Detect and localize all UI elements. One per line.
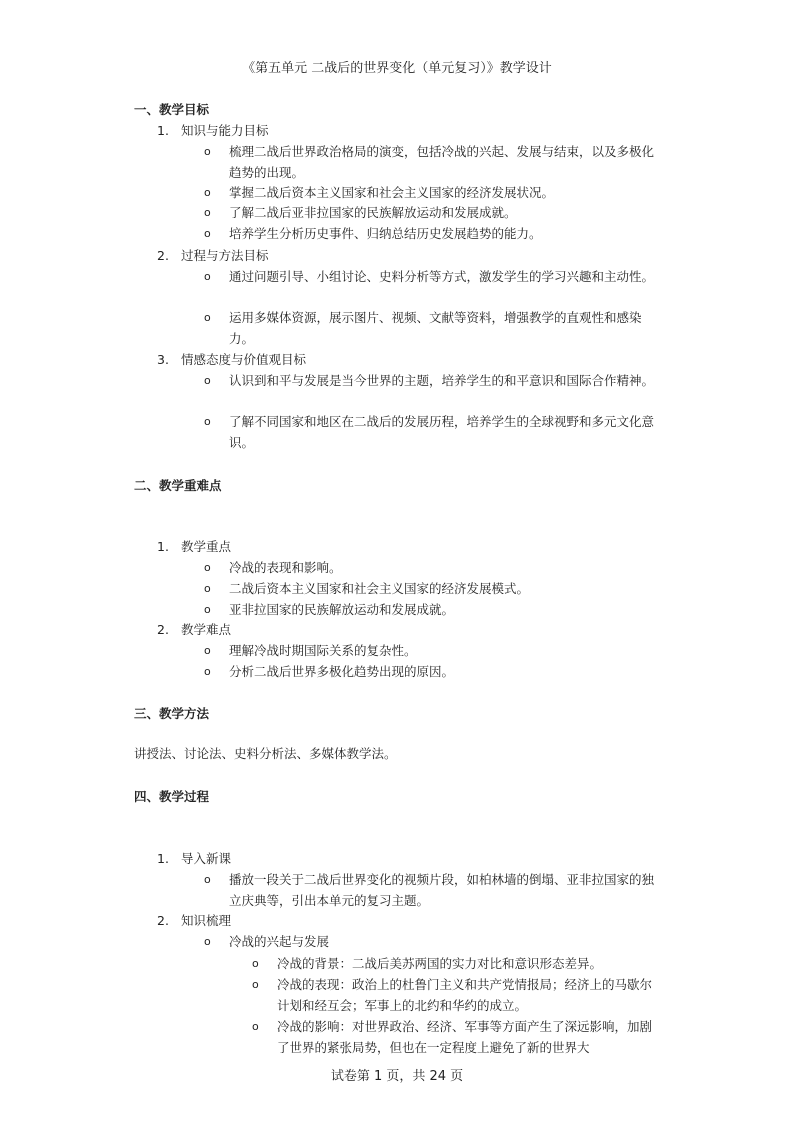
bullet-item: [204, 662, 664, 683]
bullet-item: [204, 412, 664, 453]
bullet-item: [204, 641, 664, 662]
bullet-text: 二战后资本主义国家和社会主义国家的经济发展模式。: [229, 581, 530, 596]
bullet-marker: o: [204, 935, 211, 948]
section-heading-objectives: 一、教学目标: [134, 102, 210, 117]
document-title: 《第五单元 二战后的世界变化（单元复习）》教学设计: [242, 61, 552, 76]
bullet-text: 亚非拉国家的民族解放运动和发展成就。: [229, 602, 455, 617]
bullet-item: [204, 932, 664, 953]
methods-paragraph: 讲授法、讨论法、史料分析法、多媒体教学法。: [134, 746, 397, 761]
item-number: 2.: [157, 622, 169, 637]
item-label: 情感态度与价值观目标: [181, 352, 307, 367]
bullet-text: 冷战的影响：对世界政治、经济、军事等方面产生了深远影响，加剧了世界的紧张局势，但也在一定程度上避免了新的世界大: [277, 1019, 653, 1055]
bullet-text: 认识到和平与发展是当今世界的主题，培养学生的和平意识和国际合作精神。: [229, 373, 655, 388]
section-heading-process: 四、教学过程: [134, 789, 210, 804]
bullet-marker: o: [204, 227, 211, 240]
bullet-text: 冷战的表现：政治上的杜鲁门主义和共产党情报局；经济上的马歇尔计划和经互会；军事上的北约和华约的成立。: [277, 977, 653, 1013]
numbered-item: [157, 912, 231, 930]
bullet-text: 掌握二战后资本主义国家和社会主义国家的经济发展状况。: [229, 185, 555, 200]
bullet-text: 通过问题引导、小组讨论、史料分析等方式，激发学生的学习兴趣和主动性。: [229, 269, 655, 284]
numbered-item: [157, 538, 231, 556]
bullet-marker: o: [204, 665, 211, 678]
section-heading-methods: 三、教学方法: [134, 706, 210, 721]
bullet-item: [204, 308, 664, 349]
bullet-text: 冷战的兴起与发展: [229, 934, 330, 949]
bullet-text: 运用多媒体资源，展示图片、视频、文献等资料，增强教学的直观性和感染力。: [229, 310, 642, 346]
bullet-marker: o: [204, 582, 211, 595]
bullet-item: [204, 267, 664, 288]
bullet-item: [204, 870, 664, 911]
bullet-marker: o: [204, 415, 211, 428]
item-label: 教学难点: [181, 622, 232, 637]
item-label: 知识梳理: [181, 913, 232, 928]
bullet-item: [204, 600, 664, 621]
bullet-item: [204, 203, 664, 224]
numbered-item: [157, 621, 231, 639]
bullet-text: 冷战的表现和影响。: [229, 560, 342, 575]
bullet-marker: o: [204, 206, 211, 219]
bullet-text: 培养学生分析历史事件、归纳总结历史发展趋势的能力。: [229, 226, 542, 241]
bullet-marker: o: [204, 270, 211, 283]
bullet-marker: o: [204, 374, 211, 387]
item-number: 1.: [157, 851, 169, 866]
page-footer: 试卷第 1 页，共 24 页: [330, 1069, 464, 1084]
item-number: 1.: [157, 539, 169, 554]
sub-bullet-item: [252, 953, 664, 974]
item-number: 2.: [157, 248, 169, 263]
numbered-item: [157, 247, 269, 265]
bullet-item: [204, 224, 664, 245]
bullet-marker: o: [204, 561, 211, 574]
item-label: 导入新课: [181, 851, 232, 866]
bullet-item: [204, 371, 664, 392]
bullet-item: [204, 558, 664, 579]
bullet-text: 了解不同国家和地区在二战后的发展历程，培养学生的全球视野和多元文化意识。: [229, 414, 655, 450]
item-label: 教学重点: [181, 539, 232, 554]
bullet-marker: o: [204, 145, 211, 158]
bullet-item: [204, 579, 664, 600]
bullet-marker: o: [204, 644, 211, 657]
bullet-marker: o: [204, 603, 211, 616]
item-label: 过程与方法目标: [181, 248, 269, 263]
bullet-text: 播放一段关于二战后世界变化的视频片段，如柏林墙的倒塌、亚非拉国家的独立庆典等，引出本单元的复习主题。: [229, 872, 655, 908]
numbered-item: [157, 850, 231, 868]
numbered-item: [157, 122, 269, 140]
bullet-text: 梳理二战后世界政治格局的演变，包括冷战的兴起、发展与结束，以及多极化趋势的出现。: [229, 144, 655, 180]
bullet-text: 了解二战后亚非拉国家的民族解放运动和发展成就。: [229, 205, 517, 220]
numbered-item: [157, 351, 306, 369]
bullet-marker: o: [252, 957, 259, 970]
bullet-marker: o: [252, 978, 259, 991]
item-label: 知识与能力目标: [181, 123, 269, 138]
bullet-text: 分析二战后世界多极化趋势出现的原因。: [229, 664, 455, 679]
sub-bullet-item: [252, 974, 664, 1016]
bullet-item: [204, 142, 664, 183]
item-number: 1.: [157, 123, 169, 138]
bullet-text: 理解冷战时期国际关系的复杂性。: [229, 643, 417, 658]
bullet-marker: o: [204, 186, 211, 199]
bullet-marker: o: [204, 311, 211, 324]
item-number: 3.: [157, 352, 169, 367]
bullet-marker: o: [204, 873, 211, 886]
item-number: 2.: [157, 913, 169, 928]
section-heading-key-points: 二、教学重难点: [134, 478, 222, 493]
sub-bullet-item: [252, 1016, 664, 1058]
bullet-text: 冷战的背景：二战后美苏两国的实力对比和意识形态差异。: [277, 956, 603, 971]
bullet-marker: o: [252, 1020, 259, 1033]
bullet-item: [204, 183, 664, 204]
